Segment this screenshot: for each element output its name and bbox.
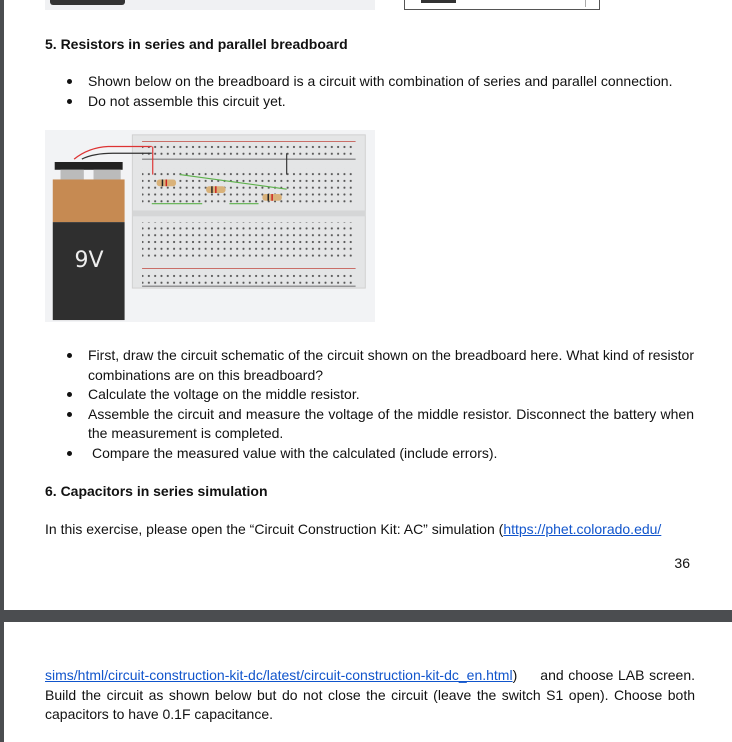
battery-label: 9V (74, 248, 104, 273)
paragraph-text: In this exercise, please open the “Circuit Construction Kit: AC” simulation ( (45, 521, 504, 537)
list-item: First, draw the circuit schematic of the circuit shown on the breadboard here. What kind of resistor combinations are on this breadboard? (46, 346, 694, 385)
previous-figure-fragment (45, 0, 375, 10)
section-5-heading: 5. Resistors in series and parallel breadboard (45, 36, 348, 52)
list-item: Compare the measured value with the calculated (include errors). (46, 444, 694, 464)
section-6-paragraph-continued (45, 666, 699, 725)
list-item: Do not assemble this circuit yet. (46, 92, 706, 112)
breadboard-figure (45, 130, 375, 322)
list-item: Shown below on the breadboard is a circuit with combination of series and parallel connection. (46, 72, 706, 92)
paragraph-text: ) and choose LAB screen. Build the circuit as shown below but do not close the circuit (leave the switch S1 open). Choose both capacitors to have 0.1F capacitance. (45, 667, 699, 722)
page-number: 36 (674, 555, 690, 571)
section-6-paragraph-start (45, 520, 695, 540)
phet-link[interactable]: https://phet.colorado.edu/ (503, 521, 662, 537)
list-item: Assemble the circuit and measure the voltage of the middle resistor. Disconnect the battery when the measurement is completed. (46, 405, 694, 444)
intro-bullet-list (46, 72, 706, 111)
document-page-36 (4, 0, 732, 610)
previous-figure-fragment-2 (404, 0, 600, 10)
list-item: Calculate the voltage on the middle resistor. (46, 385, 694, 405)
document-page-37 (4, 622, 732, 742)
phet-link-continued[interactable]: sims/html/circuit-construction-kit-dc/latest/circuit-construction-kit-dc_en.html (45, 667, 513, 683)
section-6-heading: 6. Capacitors in series simulation (45, 483, 268, 499)
task-bullet-list (46, 346, 694, 463)
breadboard-circuit-image (45, 130, 375, 322)
